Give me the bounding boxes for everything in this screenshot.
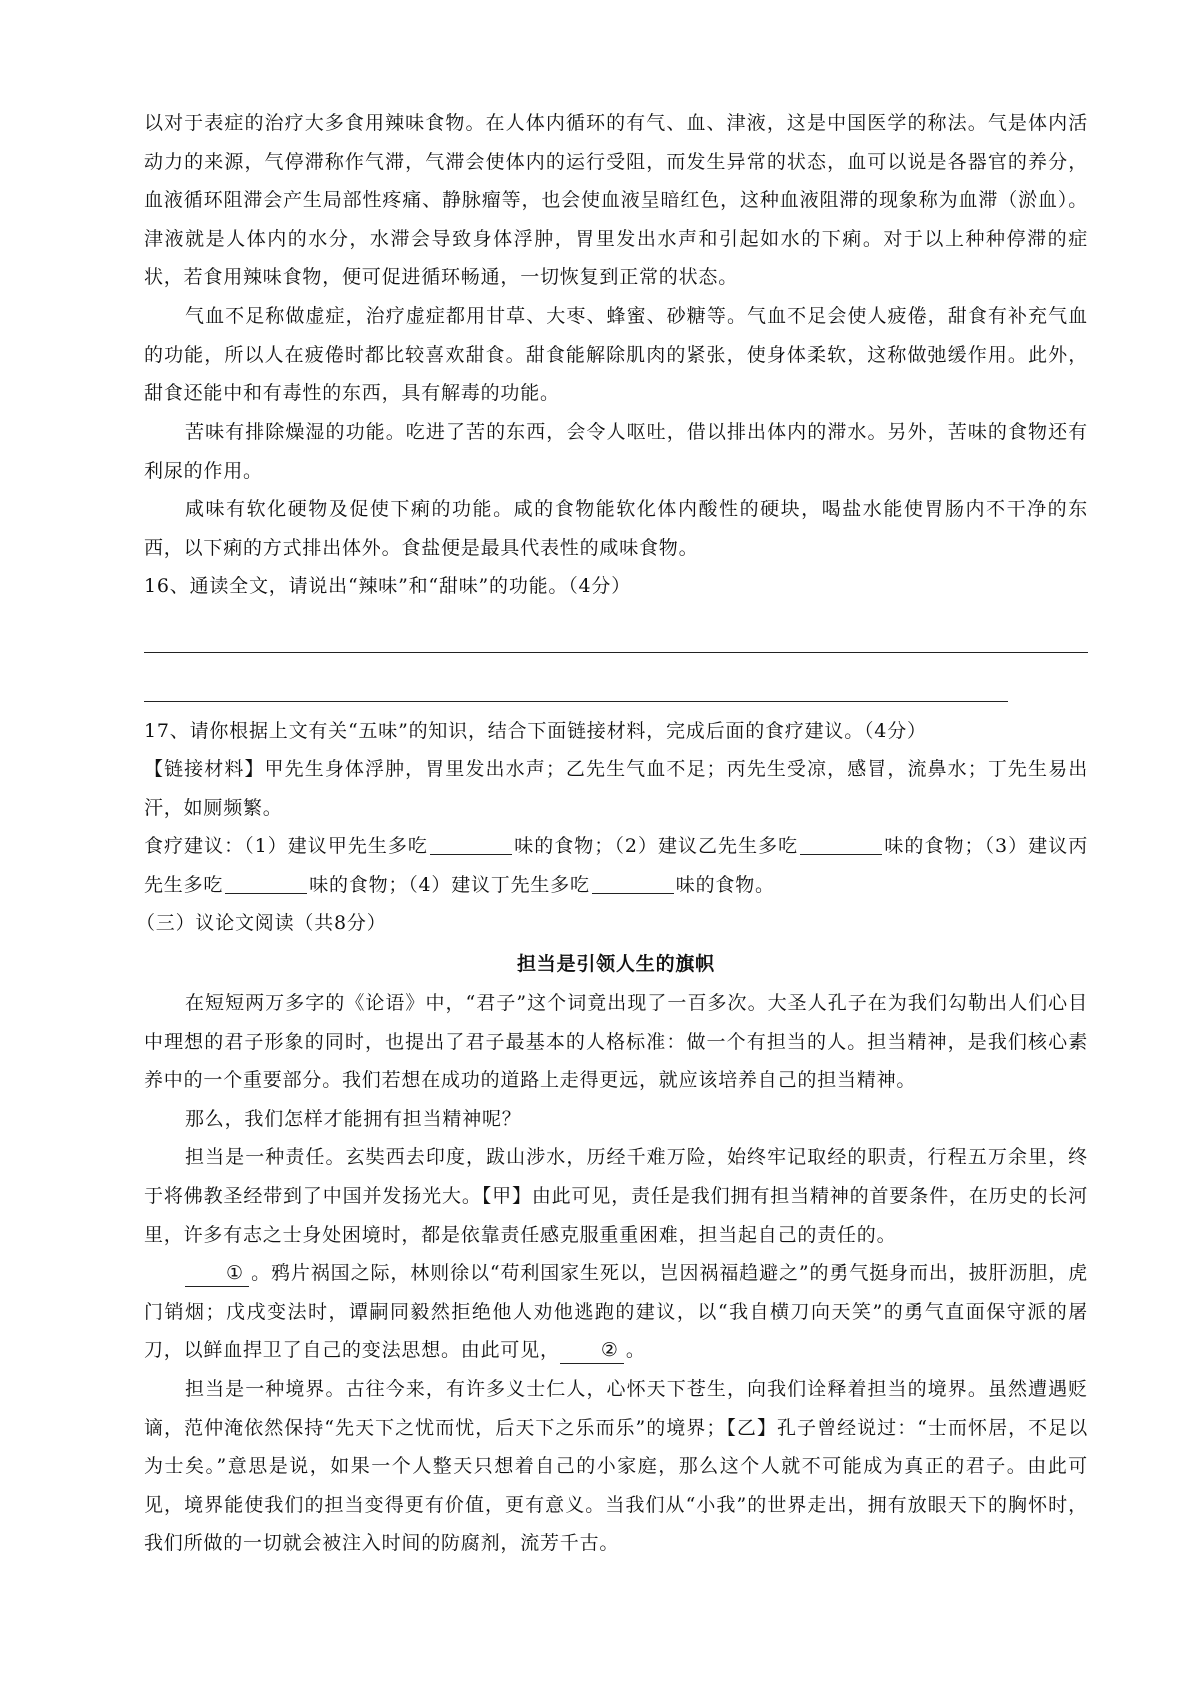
passage-paragraph-3: 苦味有排除燥湿的功能。吃进了苦的东西，会令人呕吐，借以排出体内的滞水。另外，苦味的食物还有利尿的作用。 bbox=[144, 421, 1088, 482]
advice-blank-4[interactable] bbox=[592, 873, 674, 894]
essay-blank-2[interactable]: ② bbox=[560, 1337, 624, 1364]
question-16-wrap bbox=[144, 567, 1088, 605]
advice-blank-3[interactable] bbox=[225, 873, 307, 894]
linked-material: 【链接材料】甲先生身体浮肿，胃里发出水声；乙先生气血不足；丙先生受凉，感冒，流鼻水；丁先生易出汗，如厕频繁。 bbox=[144, 758, 1088, 819]
advice-prefix: 食疗建议：（1）建议甲先生多吃 bbox=[144, 835, 428, 858]
answer-line-1[interactable] bbox=[144, 652, 1088, 653]
advice-mid-1: 味的食物；（2）建议乙先生多吃 bbox=[513, 835, 799, 858]
question-16: 16、通读全文，请说出“辣味”和“甜味”的功能。（4分） bbox=[144, 575, 632, 597]
question-17-stem: 17、请你根据上文有关“五味”的知识，结合下面链接材料，完成后面的食疗建议。（4分） bbox=[144, 720, 927, 742]
passage-paragraph-4: 咸味有软化硬物及促使下痢的功能。咸的食物能软化体内酸性的硬块，喝盐水能使胃肠内不干净的东西，以下痢的方式排出体外。食盐便是最具代表性的咸味食物。 bbox=[144, 498, 1088, 559]
diet-advice bbox=[144, 827, 1088, 904]
essay-paragraph-3: 担当是一种责任。玄奘西去印度，跋山涉水，历经千难万险，始终牢记取经的职责，行程五万余里，终于将佛教圣经带到了中国并发扬光大。【甲】由此可见，责任是我们拥有担当精神的首要条件，在历史的长河里，许多有志之士身处困境时，都是依靠责任感克服重重困难，担当起自己的责任的。 bbox=[144, 1146, 1088, 1246]
essay-title: 担当是引领人生的旗帜 bbox=[516, 953, 715, 975]
question-17-wrap bbox=[136, 712, 1089, 942]
essay-paragraph-4 bbox=[144, 1254, 1088, 1370]
passage-paragraph-1-wrap bbox=[144, 104, 1088, 297]
section-3-heading: （三）议论文阅读（共8分） bbox=[136, 912, 387, 935]
essay-paragraph-4-text: 。鸦片祸国之际，林则徐以“苟利国家生死以，岂因祸福趋避之”的勇气挺身而出，披肝沥胆，虎门销烟；戊戌变法时，谭嗣同毅然拒绝他人劝他逃跑的建议，以“我自横刀向天笑”的勇气直面保守派的屠刀，以鲜血捍卫了自己的变法思想。由此可见， bbox=[144, 1262, 1088, 1362]
advice-mid-3: 味的食物；（4）建议丁先生多吃 bbox=[309, 873, 590, 896]
passage-paragraph-3-wrap bbox=[144, 413, 1088, 490]
advice-mid-2: 味的食物；（3）建议丙先生多吃 bbox=[144, 835, 1089, 896]
passage-paragraph-4-wrap bbox=[144, 490, 1088, 567]
essay-body bbox=[144, 984, 1088, 1563]
advice-blank-1[interactable] bbox=[430, 834, 512, 855]
essay-paragraph-2: 那么，我们怎样才能拥有担当精神呢？ bbox=[185, 1107, 522, 1130]
passage-paragraph-2-wrap bbox=[144, 297, 1088, 413]
essay-paragraph-5: 担当是一种境界。古往今来，有许多义士仁人，心怀天下苍生，向我们诠释着担当的境界。虽然遭遇贬谪，范仲淹依然保持“先天下之忧而忧，后天下之乐而乐”的境界；【乙】孔子曾经说过：“士而怀居，不足以为士矣。”意思是说，如果一个人整天只想着自己的小家庭，那么这个人就不可能成为真正的君子。由此可见，境界能使我们的担当变得更有价值，更有意义。当我们从“小我”的世界走出，拥有放眼天下的胸怀时，我们所做的一切就会被注入时间的防腐剂，流芳千古。 bbox=[144, 1377, 1088, 1555]
essay-paragraph-4-end: 。 bbox=[625, 1339, 646, 1362]
passage-paragraph-1: 以对于表症的治疗大多食用辣味食物。在人体内循环的有气、血、津液，这是中国医学的称法。气是体内活动力的来源，气停滞称作气滞，气滞会使体内的运行受阻，而发生异常的状态，血可以说是各器官的养分，血液循环阻滞会产生局部性疼痛、静脉瘤等，也会使血液呈暗红色，这种血液阻滞的现象称为血滞（淤血）。津液就是人体内的水分，水滞会导致身体浮肿，胃里发出水声和引起如水的下痢。对于以上种种停滞的症状，若食用辣味食物，便可促进循环畅通，一切恢复到正常的状态。 bbox=[144, 112, 1088, 289]
advice-blank-2[interactable] bbox=[800, 834, 882, 855]
advice-suffix: 味的食物。 bbox=[675, 873, 775, 896]
essay-paragraph-1: 在短短两万多字的《论语》中，“君子”这个词竟出现了一百多次。大圣人孔子在为我们勾勒出人们心目中理想的君子形象的同时，也提出了君子最基本的人格标准：做一个有担当的人。担当精神，是我们核心素养中的一个重要部分。我们若想在成功的道路上走得更远，就应该培养自己的担当精神。 bbox=[144, 992, 1088, 1092]
passage-paragraph-2: 气血不足称做虚症，治疗虚症都用甘草、大枣、蜂蜜、砂糖等。气血不足会使人疲倦，甜食有补充气血的功能，所以人在疲倦时都比较喜欢甜食。甜食能解除肌肉的紧张，使身体柔软，这称做弛缓作用。此外，甜食还能中和有毒性的东西，具有解毒的功能。 bbox=[144, 305, 1088, 405]
answer-line-2[interactable] bbox=[144, 701, 1008, 702]
essay-blank-1[interactable]: ① bbox=[185, 1260, 249, 1287]
